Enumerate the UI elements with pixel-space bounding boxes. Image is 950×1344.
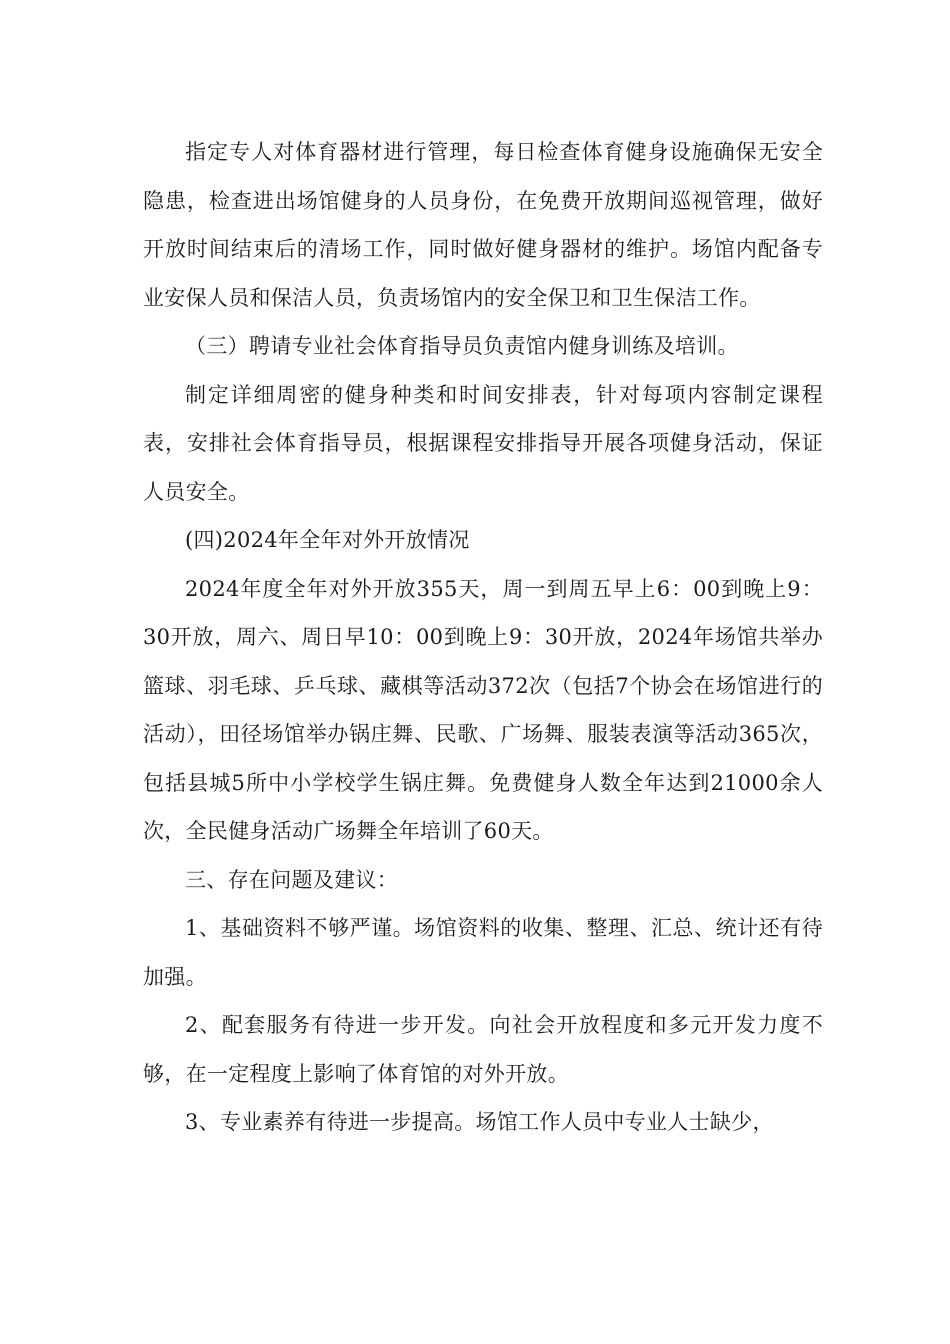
paragraph-issue-2: 2、配套服务有待进一步开发。向社会开放程度和多元开发力度不够，在一定程度上影响了体育馆的对外开放。	[143, 1013, 823, 1086]
section-heading-problems: 三、存在问题及建议：	[185, 867, 398, 892]
paragraph-issue-3: 3、专业素养有待进一步提高。场馆工作人员中专业人士缺少，	[185, 1110, 774, 1134]
paragraph-management: 指定专人对体育器材进行管理，每日检查体育健身设施确保无安全隐患，检查进出场馆健身的人员身份，在免费开放期间巡视管理，做好开放时间结束后的清场工作，同时做好健身器材的维护。场馆内配备专业安保人员和保洁人员，负责场馆内的安全保卫和卫生保洁工作。	[143, 140, 823, 310]
document-body	[143, 128, 823, 1147]
section-heading-four: (四)2024年全年对外开放情况	[185, 528, 470, 552]
section-heading-three: （三）聘请专业社会体育指导员负责馆内健身训练及培训。	[185, 334, 739, 358]
paragraph-opening-2024: 2024年度全年对外开放355天，周一到周五早上6：00到晚上9：30开放，周六、周日早10：00到晚上9：30开放，2024年场馆共举办篮球、羽毛球、乒乓球、藏棋等活动372次（包括7个协会在场馆进行的活动），田径场馆举办锅庄舞、民歌、广场舞、服装表演等活动365次，包括县城5所中小学校学生锅庄舞。免费健身人数全年达到21000余人次，全民健身活动广场舞全年培训了60天。	[143, 576, 823, 843]
paragraph-issue-1: 1、基础资料不够严谨。场馆资料的收集、整理、汇总、统计还有待加强。	[143, 916, 823, 989]
paragraph-schedule: 制定详细周密的健身种类和时间安排表，针对每项内容制定课程表，安排社会体育指导员，根据课程安排指导开展各项健身活动，保证人员安全。	[143, 382, 823, 504]
